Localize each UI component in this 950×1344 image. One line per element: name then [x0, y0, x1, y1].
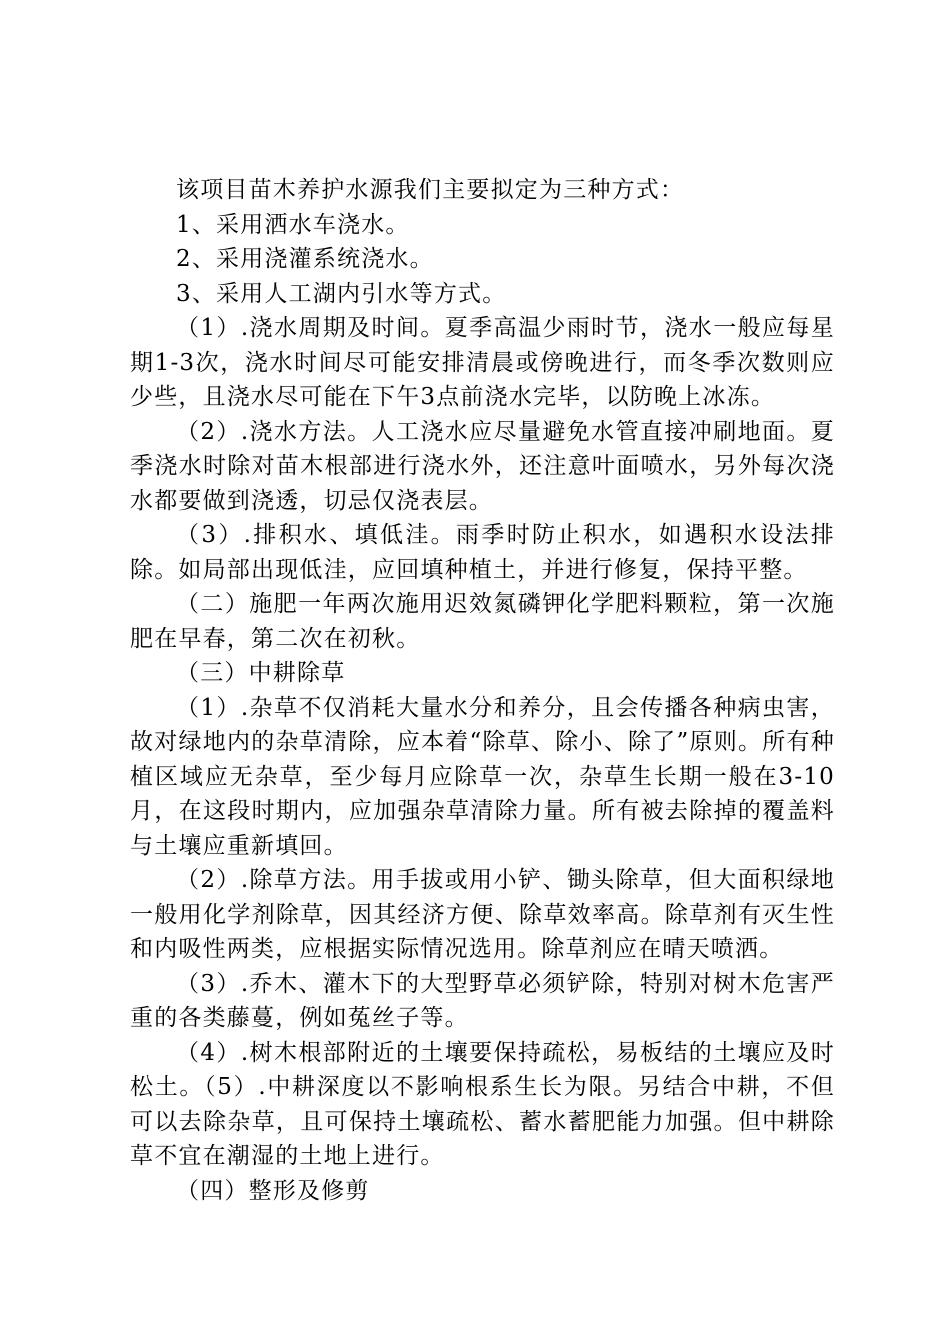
- paragraph-drainage: （3）.排积水、填低洼。雨季时防止积水，如遇积水设法排除。如局部出现低洼，应回填种植土，并进行修复，保持平整。: [130, 522, 835, 583]
- section-heading-weeding: （三）中耕除草: [176, 660, 346, 686]
- document-body: [130, 173, 835, 1208]
- paragraph-large-weeds: （3）.乔木、灌木下的大型野草必须铲除，特别对树木危害严重的各类藤蔓，例如菟丝子等。: [130, 970, 835, 1031]
- section-heading-pruning: （四）整形及修剪: [176, 1177, 370, 1204]
- paragraph-weeding-method: （2）.除草方法。用手拔或用小铲、锄头除草，但大面积绿地一般用化学剂除草，因其经济方便、除草效率高。除草剂有灭生性和内吸性两类，应根据实际情况选用。除草剂应在晴天喷洒。: [130, 867, 835, 962]
- paragraph-watering-schedule: （1）.浇水周期及时间。夏季高温少雨时节，浇水一般应每星期1-3次，浇水时间尽可能安排清晨或傍晚进行，而冬季次数则应少些，且浇水尽可能在下午3点前浇水完毕，以防晚上冰冻。: [130, 315, 835, 410]
- paragraph-weed-removal: （1）.杂草不仅消耗大量水分和养分，且会传播各种病虫害，故对绿地内的杂草清除，应本着“除草、除小、除了”原则。所有种植区域应无杂草，至少每月应除草一次，杂草生长期一般在3-10月，在这段时期内，应加强杂草清除力量。所有被去除掉的覆盖料与土壤应重新填回。: [130, 694, 835, 859]
- paragraph-method-1: 1、采用洒水车浇水。: [176, 211, 410, 238]
- paragraph-method-2: 2、采用浇灌系统浇水。: [176, 246, 434, 272]
- paragraph-method-3: 3、采用人工湖内引水等方式。: [176, 280, 507, 307]
- paragraph-water-source-intro: 该项目苗木养护水源我们主要拟定为三种方式：: [176, 177, 685, 203]
- paragraph-watering-method: （2）.浇水方法。人工浇水应尽量避免水管直接冲刷地面。夏季浇水时除对苗木根部进行浇水外，还注意叶面喷水，另外每次浇水都要做到浇透，切忌仅浇表层。: [130, 418, 835, 514]
- paragraph-soil-loosening: （4）.树木根部附近的土壤要保持疏松，易板结的土壤应及时松土。（5）.中耕深度以不影响根系生长为限。另结合中耕，不但可以去除杂草，且可保持土壤疏松、蓄水蓄肥能力加强。但中耕除草不宜在潮湿的土地上进行。: [130, 1039, 835, 1169]
- paragraph-fertilizing: （二）施肥一年两次施用迟效氮磷钾化学肥料颗粒，第一次施肥在早春，第二次在初秋。: [130, 591, 835, 652]
